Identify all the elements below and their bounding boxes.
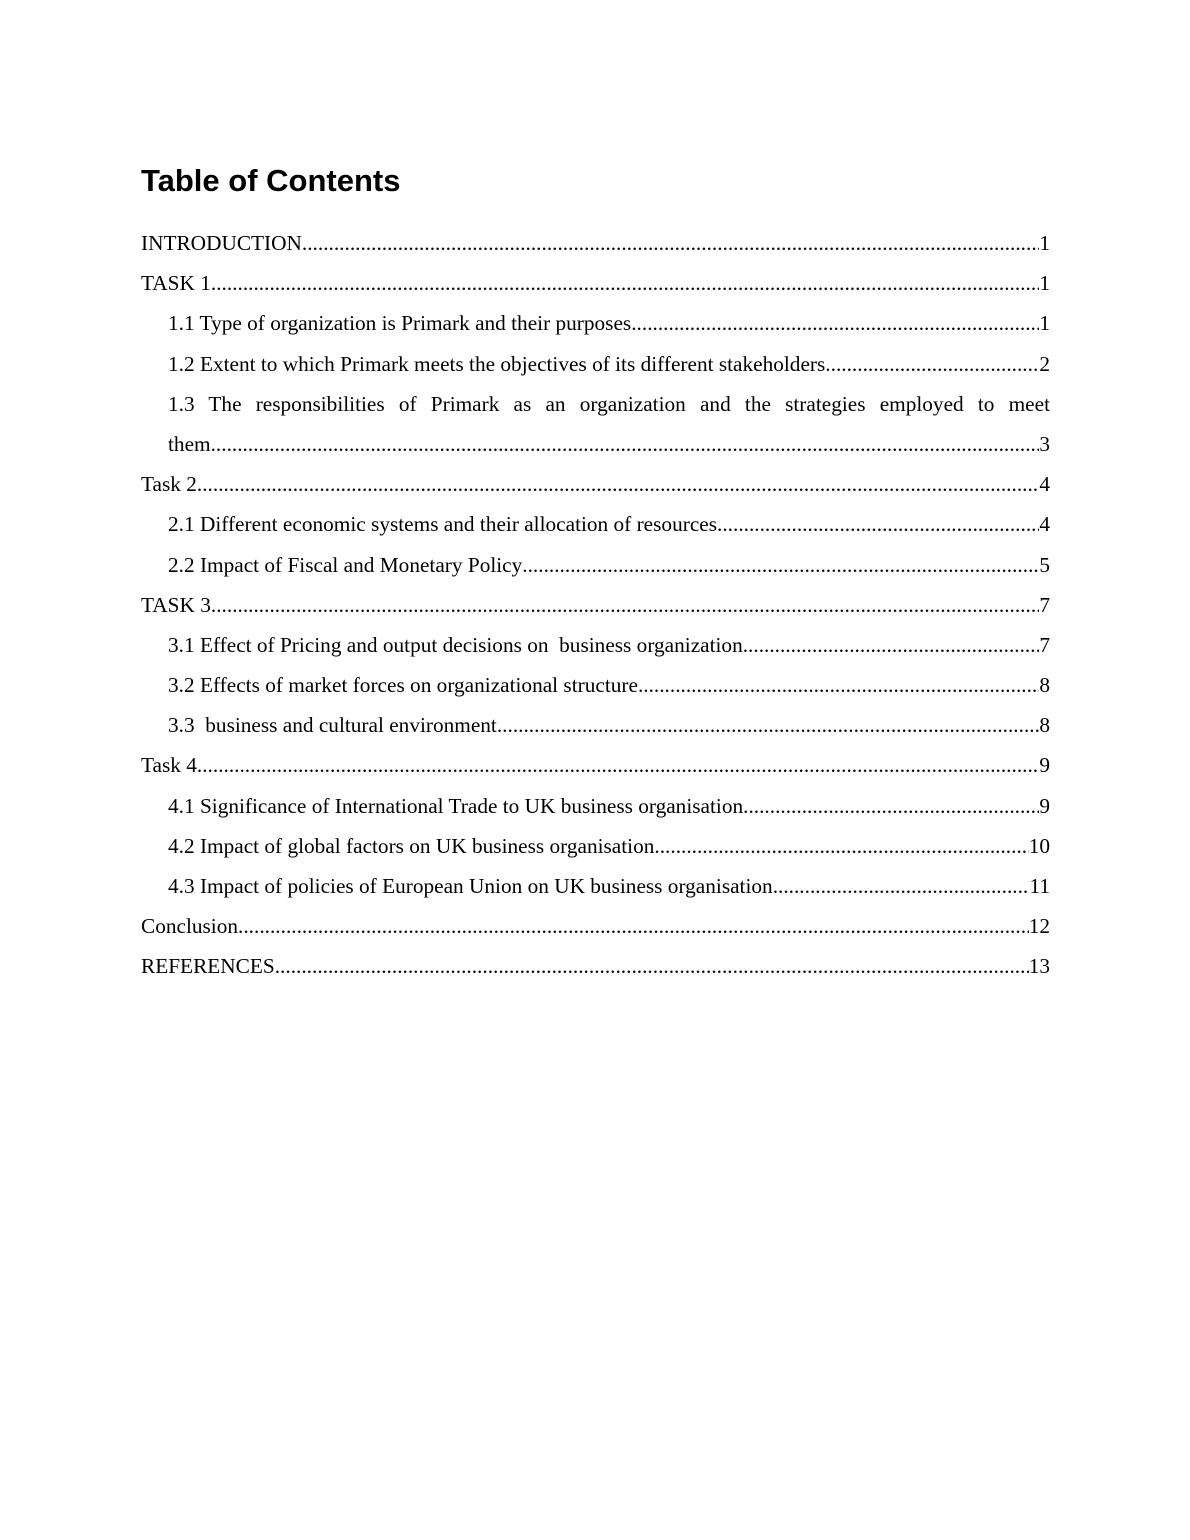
dot-leader [773, 866, 1030, 906]
toc-entry-text: 3.2 Effects of market forces on organizational structure [168, 673, 638, 698]
toc-entry-text: REFERENCES [141, 954, 275, 979]
toc-entry-conclusion[interactable] [141, 906, 1050, 946]
toc-entry-text: Task 4 [141, 753, 197, 778]
toc-entry-task-1[interactable] [141, 263, 1050, 303]
toc-entry-introduction[interactable] [141, 223, 1050, 263]
toc-entry-text: 4.1 Significance of International Trade to UK business organisation [168, 793, 744, 818]
toc-page-number: 8 [1039, 713, 1050, 738]
toc-entry-1-3[interactable] [168, 384, 1050, 464]
toc-page-number: 1 [1039, 231, 1050, 255]
toc-page-number: 9 [1039, 753, 1050, 778]
toc-entry-text: 1.3 The responsibilities of Primark as an organization and the strategies employed to meet [168, 391, 1050, 416]
toc-entry-text: 3.3 business and cultural environment [168, 713, 497, 738]
toc-entry-4-1[interactable] [168, 786, 1050, 826]
toc-entry-text: INTRODUCTION [141, 231, 302, 255]
toc-page-number: 3 [1039, 431, 1050, 456]
toc-entry-4-2[interactable] [168, 826, 1050, 866]
dot-leader [302, 223, 1039, 263]
toc-entry-3-2[interactable] [168, 665, 1050, 705]
toc-entry-text: 1.2 Extent to which Primark meets the objectives of its different stakeholders [168, 351, 826, 376]
dot-leader [825, 344, 1039, 384]
dot-leader [631, 303, 1039, 343]
toc-entry-text: 4.3 Impact of policies of European Union on UK business organisation [168, 874, 773, 899]
dot-leader [275, 946, 1029, 986]
toc-page-number: 8 [1039, 673, 1050, 698]
toc-entry-text: Task 2 [141, 472, 197, 497]
toc-page-number: 12 [1028, 914, 1050, 939]
toc-page-number: 7 [1039, 592, 1050, 617]
table-of-contents [141, 223, 1050, 987]
toc-page-number: 4 [1039, 472, 1050, 497]
toc-entry-text: Conclusion [141, 914, 239, 939]
toc-page-number: 1 [1039, 271, 1050, 296]
toc-entry-task-3[interactable] [141, 585, 1050, 625]
toc-page-number: 7 [1039, 632, 1050, 657]
toc-page-number: 2 [1039, 351, 1050, 376]
toc-entry-3-3[interactable] [168, 705, 1050, 745]
toc-entry-text: 4.2 Impact of global factors on UK business organisation [168, 833, 655, 858]
toc-entry-1-2[interactable] [168, 344, 1050, 384]
dot-leader [522, 545, 1039, 585]
dot-leader [211, 585, 1039, 625]
dot-leader [497, 705, 1039, 745]
toc-entry-references[interactable] [141, 946, 1050, 986]
toc-entry-text: 3.1 Effect of Pricing and output decisions on business organization [168, 632, 743, 657]
dot-leader [197, 464, 1039, 504]
toc-entry-task-2[interactable] [141, 464, 1050, 504]
toc-entry-2-2[interactable] [168, 545, 1050, 585]
toc-entry-2-1[interactable] [168, 504, 1050, 544]
dot-leader [211, 263, 1039, 303]
toc-entry-text: 1.1 Type of organization is Primark and their purposes [168, 311, 632, 336]
toc-entry-task-4[interactable] [141, 745, 1050, 785]
toc-page-number: 10 [1028, 833, 1050, 858]
toc-page-number: 4 [1039, 512, 1050, 537]
dot-leader [743, 625, 1040, 665]
dot-leader [654, 826, 1028, 866]
dot-leader [197, 745, 1039, 785]
toc-entry-text: TASK 1 [141, 271, 211, 296]
toc-page-number: 13 [1028, 954, 1050, 979]
toc-page-number: 11 [1029, 874, 1050, 899]
toc-heading: Table of Contents [141, 163, 401, 198]
dot-leader [717, 504, 1039, 544]
toc-entry-4-3[interactable] [168, 866, 1050, 906]
dot-leader [238, 906, 1029, 946]
toc-entry-continuation [168, 424, 1050, 464]
toc-entry-text: TASK 3 [141, 592, 211, 617]
toc-page-number: 9 [1039, 793, 1050, 818]
dot-leader [743, 786, 1039, 826]
toc-entry-text: 2.2 Impact of Fiscal and Monetary Policy [168, 552, 523, 577]
toc-entry-text: 2.1 Different economic systems and their allocation of resources [168, 512, 718, 537]
toc-entry-text-continued: them [168, 431, 211, 456]
toc-entry-1-1[interactable] [168, 303, 1050, 343]
toc-page-number: 5 [1039, 552, 1050, 577]
toc-page-number: 1 [1039, 311, 1050, 336]
dot-leader [211, 424, 1040, 464]
dot-leader [638, 665, 1039, 705]
toc-entry-3-1[interactable] [168, 625, 1050, 665]
